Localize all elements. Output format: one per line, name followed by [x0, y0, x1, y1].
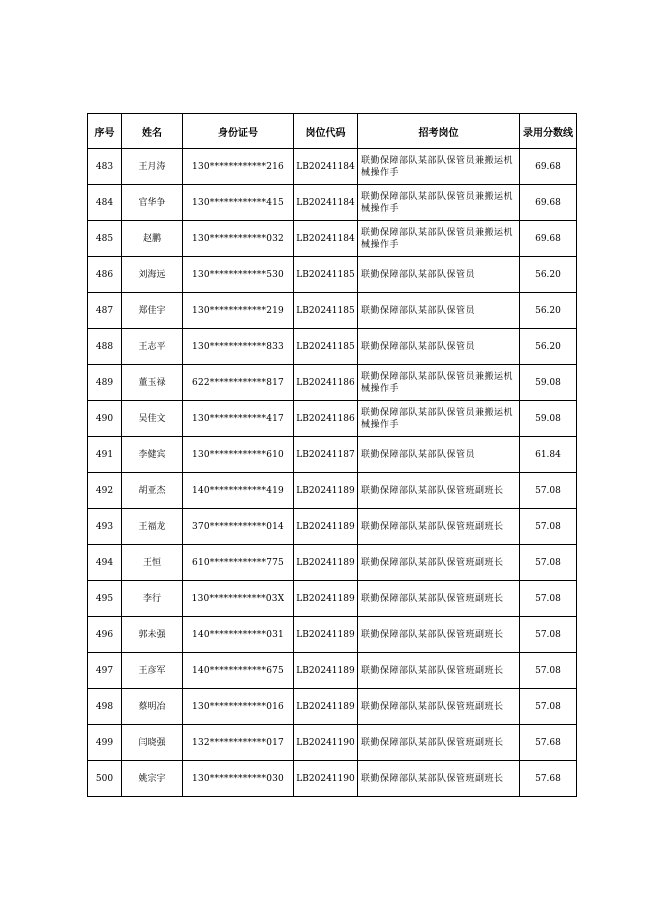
- cell-id-number: 130************216: [183, 149, 294, 185]
- cell-id-number: 130************219: [183, 293, 294, 329]
- cell-post: 联勤保障部队某部队保管班副班长: [358, 617, 520, 653]
- cell-id-number: 622************817: [183, 365, 294, 401]
- cell-post: 联勤保障部队某部队保管员: [358, 329, 520, 365]
- cell-score-line: 56.20: [520, 293, 577, 329]
- cell-serial-number: 490: [88, 401, 122, 437]
- cell-post-code: LB20241184: [294, 221, 358, 257]
- cell-post: 联勤保障部队某部队保管员兼搬运机械操作手: [358, 149, 520, 185]
- cell-post-code: LB20241189: [294, 545, 358, 581]
- cell-id-number: 130************016: [183, 689, 294, 725]
- table-row: [88, 581, 577, 617]
- cell-post: 联勤保障部队某部队保管员: [358, 257, 520, 293]
- table-row: [88, 689, 577, 725]
- cell-id-number: 130************415: [183, 185, 294, 221]
- cell-post: 联勤保障部队某部队保管员兼搬运机械操作手: [358, 185, 520, 221]
- cell-serial-number: 496: [88, 617, 122, 653]
- cell-id-number: 140************031: [183, 617, 294, 653]
- cell-name: 郑佳宇: [122, 293, 183, 329]
- cell-name: 李健宾: [122, 437, 183, 473]
- cell-score-line: 57.08: [520, 473, 577, 509]
- cell-post-code: LB20241189: [294, 473, 358, 509]
- cell-score-line: 57.08: [520, 545, 577, 581]
- cell-name: 王彦军: [122, 653, 183, 689]
- cell-post-code: LB20241185: [294, 257, 358, 293]
- cell-score-line: 57.08: [520, 689, 577, 725]
- table-row: [88, 329, 577, 365]
- cell-serial-number: 498: [88, 689, 122, 725]
- cell-id-number: 130************030: [183, 761, 294, 797]
- cell-post-code: LB20241185: [294, 329, 358, 365]
- cell-serial-number: 495: [88, 581, 122, 617]
- cell-score-line: 57.08: [520, 509, 577, 545]
- cell-id-number: 130************03X: [183, 581, 294, 617]
- table-row: [88, 545, 577, 581]
- table-row: [88, 257, 577, 293]
- cell-post-code: LB20241185: [294, 293, 358, 329]
- cell-post: 联勤保障部队某部队保管班副班长: [358, 509, 520, 545]
- header-post-code: 岗位代码: [294, 114, 358, 149]
- cell-post: 联勤保障部队某部队保管班副班长: [358, 653, 520, 689]
- cell-serial-number: 485: [88, 221, 122, 257]
- admission-score-table: [87, 113, 577, 797]
- cell-score-line: 57.08: [520, 653, 577, 689]
- cell-post: 联勤保障部队某部队保管班副班长: [358, 545, 520, 581]
- cell-id-number: 130************610: [183, 437, 294, 473]
- table-body: [88, 149, 577, 797]
- cell-serial-number: 494: [88, 545, 122, 581]
- cell-name: 王福龙: [122, 509, 183, 545]
- cell-post: 联勤保障部队某部队保管班副班长: [358, 689, 520, 725]
- cell-post: 联勤保障部队某部队保管班副班长: [358, 725, 520, 761]
- table-row: [88, 365, 577, 401]
- cell-name: 官华争: [122, 185, 183, 221]
- cell-id-number: 140************419: [183, 473, 294, 509]
- header-post: 招考岗位: [358, 114, 520, 149]
- cell-name: 闫晓强: [122, 725, 183, 761]
- cell-serial-number: 487: [88, 293, 122, 329]
- cell-serial-number: 486: [88, 257, 122, 293]
- cell-name: 蔡明冶: [122, 689, 183, 725]
- cell-post-code: LB20241189: [294, 653, 358, 689]
- cell-post-code: LB20241190: [294, 761, 358, 797]
- cell-post: 联勤保障部队某部队保管班副班长: [358, 581, 520, 617]
- cell-id-number: 130************032: [183, 221, 294, 257]
- cell-id-number: 130************417: [183, 401, 294, 437]
- cell-serial-number: 493: [88, 509, 122, 545]
- cell-score-line: 69.68: [520, 185, 577, 221]
- table-row: [88, 185, 577, 221]
- table-row: [88, 617, 577, 653]
- cell-serial-number: 488: [88, 329, 122, 365]
- table-row: [88, 725, 577, 761]
- cell-id-number: 370************014: [183, 509, 294, 545]
- cell-name: 刘海远: [122, 257, 183, 293]
- cell-post-code: LB20241187: [294, 437, 358, 473]
- cell-post: 联勤保障部队某部队保管员兼搬运机械操作手: [358, 365, 520, 401]
- cell-name: 赵鹏: [122, 221, 183, 257]
- cell-id-number: 130************833: [183, 329, 294, 365]
- cell-serial-number: 500: [88, 761, 122, 797]
- cell-score-line: 69.68: [520, 149, 577, 185]
- table-row: [88, 401, 577, 437]
- table-row: [88, 473, 577, 509]
- cell-post: 联勤保障部队某部队保管员: [358, 293, 520, 329]
- table-row: [88, 221, 577, 257]
- cell-post-code: LB20241190: [294, 725, 358, 761]
- cell-serial-number: 491: [88, 437, 122, 473]
- cell-name: 李行: [122, 581, 183, 617]
- cell-post: 联勤保障部队某部队保管班副班长: [358, 473, 520, 509]
- cell-score-line: 56.20: [520, 329, 577, 365]
- header-name: 姓名: [122, 114, 183, 149]
- cell-score-line: 69.68: [520, 221, 577, 257]
- cell-serial-number: 497: [88, 653, 122, 689]
- cell-post-code: LB20241184: [294, 185, 358, 221]
- cell-post-code: LB20241189: [294, 617, 358, 653]
- cell-post: 联勤保障部队某部队保管员兼搬运机械操作手: [358, 401, 520, 437]
- cell-score-line: 57.68: [520, 761, 577, 797]
- cell-id-number: 132************017: [183, 725, 294, 761]
- cell-id-number: 140************675: [183, 653, 294, 689]
- table-row: [88, 293, 577, 329]
- cell-serial-number: 489: [88, 365, 122, 401]
- table-header-row: [88, 114, 577, 149]
- table-row: [88, 653, 577, 689]
- cell-post-code: LB20241189: [294, 689, 358, 725]
- cell-score-line: 57.08: [520, 581, 577, 617]
- cell-post: 联勤保障部队某部队保管员: [358, 437, 520, 473]
- cell-name: 姚宗宇: [122, 761, 183, 797]
- table-row: [88, 149, 577, 185]
- cell-post: 联勤保障部队某部队保管员兼搬运机械操作手: [358, 221, 520, 257]
- cell-name: 董玉禄: [122, 365, 183, 401]
- cell-name: 王月涛: [122, 149, 183, 185]
- cell-post-code: LB20241189: [294, 581, 358, 617]
- cell-serial-number: 483: [88, 149, 122, 185]
- cell-score-line: 56.20: [520, 257, 577, 293]
- table-row: [88, 437, 577, 473]
- cell-serial-number: 484: [88, 185, 122, 221]
- cell-post-code: LB20241186: [294, 365, 358, 401]
- cell-score-line: 59.08: [520, 401, 577, 437]
- cell-post-code: LB20241186: [294, 401, 358, 437]
- cell-post-code: LB20241184: [294, 149, 358, 185]
- header-serial-number: 序号: [88, 114, 122, 149]
- cell-serial-number: 499: [88, 725, 122, 761]
- header-score-line: 录用分数线: [520, 114, 577, 149]
- cell-name: 王恒: [122, 545, 183, 581]
- table-row: [88, 509, 577, 545]
- cell-score-line: 57.68: [520, 725, 577, 761]
- cell-post: 联勤保障部队某部队保管班副班长: [358, 761, 520, 797]
- cell-post-code: LB20241189: [294, 509, 358, 545]
- cell-score-line: 59.08: [520, 365, 577, 401]
- cell-id-number: 130************530: [183, 257, 294, 293]
- cell-score-line: 61.84: [520, 437, 577, 473]
- cell-name: 郭未强: [122, 617, 183, 653]
- cell-name: 王志平: [122, 329, 183, 365]
- header-id-number: 身份证号: [183, 114, 294, 149]
- cell-score-line: 57.08: [520, 617, 577, 653]
- table-row: [88, 761, 577, 797]
- cell-name: 胡亚杰: [122, 473, 183, 509]
- cell-name: 吴佳文: [122, 401, 183, 437]
- cell-id-number: 610************775: [183, 545, 294, 581]
- cell-serial-number: 492: [88, 473, 122, 509]
